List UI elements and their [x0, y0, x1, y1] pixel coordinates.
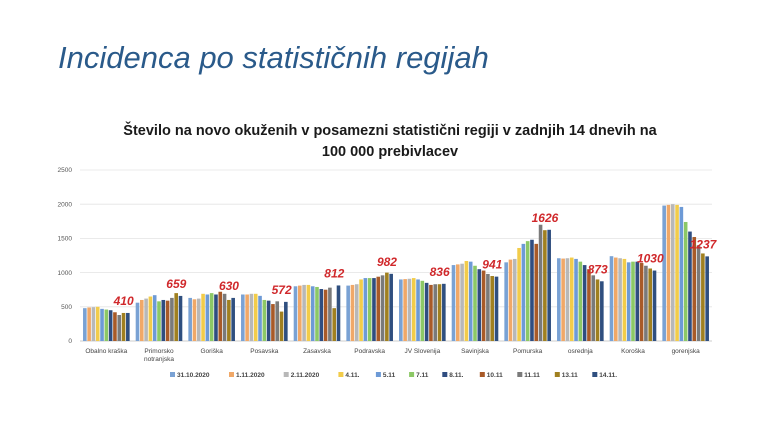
bar [530, 240, 534, 341]
legend-label: 8.11. [449, 372, 464, 379]
bar [482, 271, 486, 341]
bar [153, 295, 157, 341]
bar [267, 301, 271, 341]
data-label: 410 [113, 293, 134, 308]
bar [241, 294, 245, 341]
bar [513, 259, 517, 341]
legend-entry [442, 372, 463, 379]
bar [587, 269, 591, 341]
bar [227, 300, 231, 341]
bar [385, 273, 389, 341]
bar [600, 281, 604, 341]
legend-entry [409, 372, 429, 379]
legend-label: 4.11. [345, 372, 360, 379]
legend-entry [592, 372, 617, 379]
bar [399, 279, 403, 341]
y-tick-label: 2000 [57, 201, 72, 209]
bar [425, 283, 429, 341]
bar [442, 284, 446, 341]
bar [179, 296, 183, 341]
bar [478, 269, 482, 341]
legend-label: 1.11.2020 [236, 372, 265, 379]
bar [566, 258, 570, 341]
legend-swatch [555, 372, 560, 377]
bar [140, 300, 144, 341]
x-tick-label: Posavska [250, 348, 279, 355]
bar [667, 205, 671, 341]
bar [346, 286, 350, 341]
legend [170, 372, 617, 379]
data-label: 1237 [689, 237, 717, 252]
bar [522, 244, 526, 341]
legend-swatch [480, 372, 485, 377]
bar [364, 278, 368, 341]
bar [302, 285, 306, 341]
x-tick-label: JV Slovenija [404, 348, 441, 355]
bar [495, 277, 499, 341]
data-label: 941 [482, 257, 503, 272]
bar [96, 307, 100, 341]
bar [372, 278, 376, 341]
x-tick-label: gorenjska [671, 348, 700, 355]
bar [113, 312, 117, 341]
bar [368, 278, 372, 341]
bar [534, 244, 538, 341]
legend-entry [229, 372, 265, 379]
legend-label: 13.11 [561, 372, 578, 379]
bar [105, 310, 109, 341]
bar [701, 253, 705, 341]
bar [389, 274, 393, 341]
x-tick-label: Goriška [200, 348, 223, 355]
bar [136, 303, 140, 341]
bar [201, 294, 205, 341]
bar [320, 289, 324, 341]
bar [490, 276, 494, 341]
data-label: 659 [166, 276, 187, 291]
bar [469, 262, 473, 341]
x-tick-label: osrednja [567, 348, 593, 355]
bar [214, 294, 218, 341]
legend-label: 14.11. [599, 372, 618, 379]
legend-swatch [409, 372, 414, 377]
bar [122, 313, 126, 341]
bar [403, 279, 407, 341]
bar [416, 279, 420, 341]
x-tick-label: Obalno kraška [85, 348, 128, 355]
bar [618, 258, 622, 341]
bar [332, 308, 336, 341]
y-tick-label: 2500 [57, 167, 72, 175]
bar [675, 205, 679, 341]
bar [284, 302, 288, 341]
bar [623, 259, 627, 341]
bar [355, 284, 359, 341]
bar [579, 262, 583, 341]
legend-entry [376, 372, 396, 379]
bar [697, 245, 701, 341]
bar [583, 265, 587, 341]
y-tick-label: 0 [68, 338, 72, 346]
bar [92, 307, 96, 341]
bar [517, 248, 521, 341]
legend-entry [555, 372, 578, 379]
bar [170, 298, 174, 341]
bar [157, 301, 161, 341]
legend-label: 5.11 [382, 372, 396, 379]
bar [692, 237, 696, 341]
bar [408, 279, 412, 341]
bar [359, 279, 363, 341]
bar [311, 286, 315, 341]
legend-swatch [442, 372, 447, 377]
x-tick-label: Zasavska [303, 348, 331, 355]
bar [100, 309, 104, 341]
bar [83, 308, 87, 341]
bar [254, 294, 258, 341]
data-label: 812 [324, 266, 345, 281]
bar [271, 304, 275, 341]
bar [640, 263, 644, 341]
bar [653, 271, 657, 341]
bar [473, 266, 477, 341]
bar [460, 264, 464, 341]
bar [680, 207, 684, 341]
bar [351, 285, 355, 341]
bar [574, 259, 578, 341]
legend-swatch [592, 372, 597, 377]
bar [223, 294, 227, 341]
bar [250, 294, 254, 341]
x-axis [85, 348, 700, 363]
x-tick-label: notranjska [144, 356, 174, 363]
bar [636, 262, 640, 341]
bar [644, 266, 648, 341]
y-tick-label: 1000 [57, 269, 72, 277]
bar [126, 313, 130, 341]
x-tick-label: Koroška [621, 348, 645, 355]
bar [557, 258, 561, 341]
bar [149, 297, 153, 341]
data-label: 630 [218, 278, 239, 293]
bar [591, 275, 595, 341]
bar [662, 206, 666, 341]
x-tick-label: Savinjska [461, 348, 489, 355]
bar [547, 230, 551, 341]
bar [166, 301, 170, 341]
bar [206, 294, 210, 341]
legend-swatch [517, 372, 522, 377]
legend-swatch [376, 372, 381, 377]
legend-entry [517, 372, 540, 379]
slide-title: Incidenca po statističnih regijah [58, 40, 489, 75]
bar [465, 261, 469, 341]
bar [610, 256, 614, 341]
legend-swatch [170, 372, 175, 377]
bar [210, 293, 214, 341]
legend-swatch [338, 372, 343, 377]
bar [543, 230, 547, 341]
legend-swatch [229, 372, 234, 377]
bar [188, 298, 192, 341]
data-label: 572 [271, 282, 292, 297]
data-label: 1030 [636, 251, 664, 266]
bar [526, 241, 530, 341]
bar [486, 274, 490, 341]
legend-entry [170, 372, 210, 379]
legend-label: 11.11 [524, 372, 540, 379]
bar [539, 225, 543, 341]
bar [504, 262, 508, 341]
legend-label: 10.11 [486, 372, 503, 379]
legend-label: 31.10.2020 [177, 372, 210, 379]
chart-title: Število na novo okuženih v posamezni statistični regiji v zadnjih 14 dnevih na 100 000 prebivlacev [123, 123, 657, 160]
legend-label: 2.11.2020 [290, 372, 320, 379]
bar [298, 286, 302, 341]
legend-entry [284, 372, 320, 379]
bar [509, 260, 513, 341]
bar [174, 293, 178, 341]
bar [117, 315, 121, 341]
bar [245, 294, 249, 341]
data-label: 1626 [531, 210, 559, 225]
bar [218, 292, 222, 341]
data-label: 982 [376, 254, 397, 269]
bar [438, 284, 442, 341]
bar [684, 222, 688, 341]
bar [429, 285, 433, 341]
y-axis [58, 167, 73, 345]
bar [648, 268, 652, 341]
bar [162, 300, 166, 341]
data-label: 836 [429, 264, 450, 279]
bar [570, 258, 574, 341]
legend-entry [338, 372, 359, 379]
x-tick-label: Primorsko [144, 348, 174, 355]
bar [328, 288, 332, 341]
legend-swatch [284, 372, 289, 377]
data-label: 873 [587, 262, 608, 277]
bar [705, 256, 709, 341]
bar [258, 296, 262, 341]
bar [315, 287, 319, 341]
bar [561, 259, 565, 341]
bar [631, 262, 635, 341]
bar [87, 307, 91, 341]
bar [324, 290, 328, 341]
bar [280, 312, 284, 341]
bar [671, 204, 675, 341]
bar [452, 265, 456, 341]
legend-entry [480, 372, 503, 379]
bar [193, 299, 197, 341]
bar [412, 278, 416, 341]
legend-label: 7.11 [416, 372, 429, 379]
bar [197, 299, 201, 341]
bar [614, 258, 618, 341]
y-tick-label: 1500 [57, 235, 72, 243]
y-tick-label: 500 [61, 304, 72, 311]
bar [275, 301, 279, 341]
bar [456, 264, 460, 341]
bar [263, 300, 267, 341]
bar [144, 299, 148, 341]
bar [381, 275, 385, 341]
x-tick-label: Pomurska [513, 348, 543, 355]
bar [337, 285, 341, 341]
bar [433, 284, 437, 341]
bar [231, 298, 235, 341]
bar [627, 262, 631, 341]
bar [376, 277, 380, 341]
bar [596, 279, 600, 341]
bar [294, 286, 298, 341]
bar [421, 281, 425, 341]
bar [307, 285, 311, 341]
x-tick-label: Podravska [354, 348, 386, 355]
bar [109, 310, 113, 341]
